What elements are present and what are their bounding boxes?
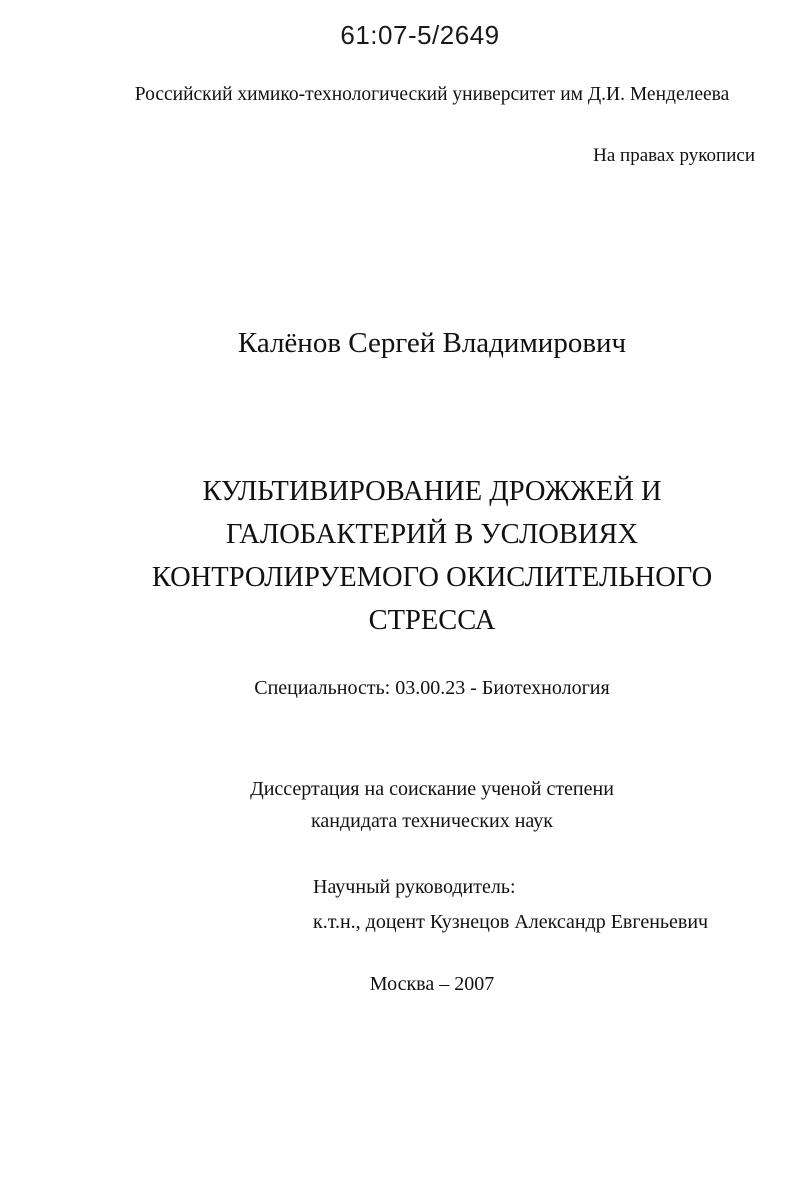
supervisor-label: Научный руководитель:	[313, 876, 516, 898]
thesis-title	[0, 470, 792, 642]
degree-line: Диссертация на соискание ученой степени	[250, 778, 614, 800]
author-name: Калёнов Сергей Владимирович	[237, 327, 627, 359]
thesis-title-line: СТРЕССА	[368, 605, 496, 636]
catalog-number: 61:07-5/2649	[340, 20, 500, 50]
thesis-title-line: КУЛЬТИВИРОВАНИЕ ДРОЖЖЕЙ И	[202, 476, 662, 507]
specialty: Специальность: 03.00.23 - Биотехнология	[254, 677, 610, 699]
university-name: Российский химико-технологический университет им Д.И. Менделеева	[134, 84, 730, 105]
supervisor-name: к.т.н., доцент Кузнецов Александр Евгеньевич	[313, 911, 709, 933]
thesis-title-line: КОНТРОЛИРУЕМОГО ОКИСЛИТЕЛЬНОГО	[151, 562, 713, 593]
city-year: Москва – 2007	[369, 973, 495, 995]
degree-line: кандидата технических наук	[310, 810, 554, 832]
degree-statement	[0, 773, 792, 837]
thesis-title-line: ГАЛОБАКТЕРИЙ В УСЛОВИЯХ	[225, 519, 639, 550]
manuscript-rights-note: На правах рукописи	[593, 145, 755, 166]
